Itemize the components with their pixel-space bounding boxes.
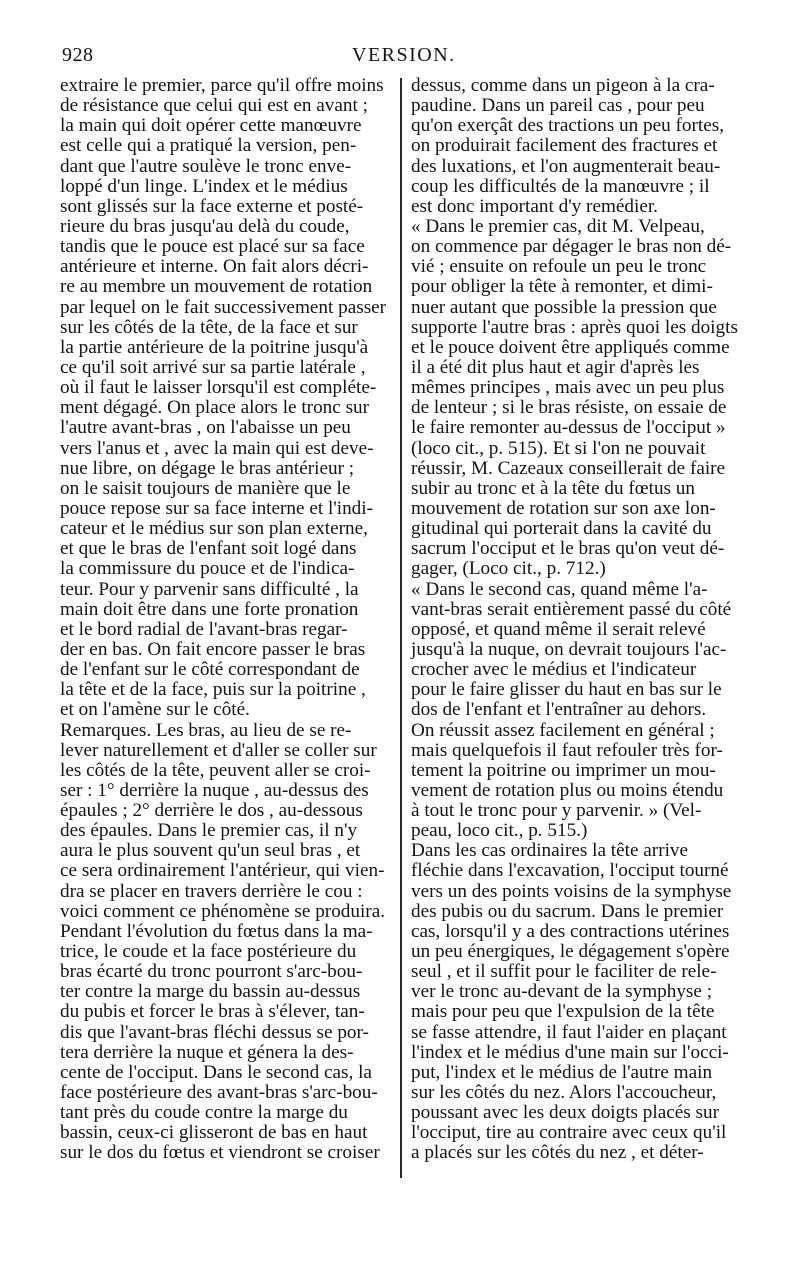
- text-line: face postérieure des avant-bras s'arc-bou-: [60, 1082, 378, 1104]
- text-line: vement de rotation plus ou moins étendu: [411, 779, 724, 801]
- text-line: dant que l'autre soulève le tronc enve-: [60, 155, 352, 177]
- text-line: Dans les cas ordinaires la tête arrive: [411, 840, 689, 862]
- text-line: cateur et le médius sur son plan externe,: [60, 518, 368, 540]
- text-line: du pubis et forcer le bras à s'élever, tan-: [60, 1001, 365, 1023]
- text-line: de résistance que celui qui est en avant ;: [60, 95, 368, 117]
- text-line: et le pouce doivent être appliqués comme: [411, 336, 730, 358]
- text-line: Remarques. Les bras, au lieu de se re-: [60, 719, 352, 741]
- text-line: l'index et le médius d'une main sur l'occi-: [411, 1041, 729, 1063]
- text-line: gitudinal qui porterait dans la cavité du: [411, 518, 712, 540]
- running-title: VERSION.: [352, 44, 456, 66]
- text-line: tera derrière la nuque et génera la des-: [60, 1041, 354, 1063]
- text-line: et que le bras de l'enfant soit logé dans: [60, 538, 357, 560]
- text-line: vié ; ensuite on refoule un peu le tronc: [411, 256, 707, 278]
- page-number: 928: [62, 44, 94, 66]
- text-line: des pubis ou du sacrum. Dans le premier: [411, 900, 724, 922]
- text-line: dra se placer en travers derrière le cou :: [60, 880, 363, 902]
- text-line: paudine. Dans un pareil cas , pour peu: [411, 95, 705, 117]
- text-line: réussir, M. Cazeaux conseillerait de faire: [411, 457, 726, 479]
- text-line: et le bord radial de l'avant-bras regar-: [60, 618, 348, 640]
- text-line: vers un des points voisins de la symphyse: [411, 880, 732, 902]
- text-line: peau, loco cit., p. 515.): [411, 820, 588, 842]
- text-line: pour obliger la tête à remonter, et dimi-: [411, 276, 713, 298]
- text-line: coup les difficultés de la manœuvre ; il: [411, 175, 710, 197]
- text-line: est celle qui a pratiqué la version, pen-: [60, 135, 357, 157]
- text-line: gager, (Loco cit., p. 712.): [411, 558, 606, 580]
- text-line: Pendant l'évolution du fœtus dans la ma-: [60, 920, 373, 942]
- text-line: est donc important d'y remédier.: [411, 195, 658, 217]
- text-line: supporte l'autre bras : après quoi les doigts: [411, 316, 738, 338]
- text-line: (loco cit., p. 515). Et si l'on ne pouvait: [411, 437, 706, 459]
- text-line: jusqu'à la nuque, on devrait toujours l'ac-: [411, 638, 727, 660]
- text-line: der en bas. On fait encore passer le bras: [60, 638, 366, 660]
- text-line: de lenteur ; si le bras résiste, on essaie de: [411, 397, 727, 419]
- text-line: il a été dit plus haut et agir d'après les: [411, 356, 700, 378]
- text-line: sur les côtés de la tête, de la face et sur: [60, 316, 358, 338]
- text-line: dessus, comme dans un pigeon à la cra-: [411, 75, 715, 96]
- text-line: ter contre la marge du bassin au-dessus: [60, 981, 361, 1003]
- text-line: des luxations, et l'on augmenterait beau-: [411, 155, 721, 177]
- text-line: opposé, et quand même il serait relevé: [411, 618, 706, 640]
- text-line: l'autre avant-bras , on l'abaisse un peu: [60, 417, 351, 439]
- text-line: qu'on exerçât des tractions un peu fortes,: [411, 115, 725, 137]
- text-line: on produirait facilement des fractures et: [411, 135, 718, 157]
- text-line: les côtés de la tête, peuvent aller se croi-: [60, 759, 371, 781]
- text-line: ver le tronc au-devant de la symphyse ;: [411, 981, 713, 1003]
- text-line: fléchie dans l'excavation, l'occiput tourné: [411, 860, 729, 882]
- text-line: pour le faire glisser du haut en bas sur le: [411, 679, 722, 701]
- text-line: teur. Pour y parvenir sans difficulté , la: [60, 578, 359, 600]
- text-line: par lequel on le fait successivement passer: [60, 296, 387, 318]
- text-line: trice, le coude et la face postérieure du: [60, 941, 357, 963]
- text-line: la commissure du pouce et de l'indica-: [60, 558, 355, 580]
- text-line: lever naturellement et d'aller se coller sur: [60, 739, 377, 761]
- text-line: ser : 1° derrière la nuque , au-dessus des: [60, 779, 369, 801]
- text-line: a placés sur les côtés du nez , et déter-: [411, 1142, 704, 1164]
- text-line: « Dans le premier cas, dit M. Velpeau,: [411, 215, 705, 237]
- text-line: rieure du bras jusqu'au delà du coude,: [60, 215, 350, 237]
- text-line: nuer autant que possible la pression que: [411, 296, 717, 318]
- text-line: à tout le tronc pour y parvenir. » (Vel-: [411, 800, 702, 822]
- text-line: vant-bras serait entièrement passé du côté: [411, 598, 732, 620]
- text-line: vers l'anus et , avec la main qui est deve-: [60, 437, 374, 459]
- text-line: la main qui doit opérer cette manœuvre: [60, 115, 362, 137]
- right-text-column: [411, 76, 745, 1164]
- text-line: sont glissés sur la face externe et posté-: [60, 195, 364, 217]
- text-line: bras écarté du tronc pourront s'arc-bou-: [60, 961, 363, 983]
- text-line: un peu énergiques, le dégagement s'opère: [411, 941, 730, 963]
- text-line: on le saisit toujours de manière que le: [60, 477, 351, 499]
- text-line: subir au tronc et à la tête du fœtus un: [411, 477, 695, 499]
- text-line: sacrum l'occiput et le bras qu'on veut dé-: [411, 538, 725, 560]
- text-line: loppé d'un linge. L'index et le médius: [60, 175, 348, 197]
- text-line: mouvement de rotation sur son axe lon-: [411, 497, 716, 519]
- text-line: et on l'amène sur le côté.: [60, 699, 250, 721]
- text-line: tement la poitrine ou imprimer un mou-: [411, 759, 716, 781]
- text-line: mais quelquefois il faut refouler très for-: [411, 739, 723, 761]
- text-line: poussant avec les deux doigts placés sur: [411, 1102, 719, 1124]
- text-line: des épaules. Dans le premier cas, il n'y: [60, 820, 358, 842]
- text-line: ce sera ordinairement l'antérieur, qui vien-: [60, 860, 385, 882]
- text-line: la partie antérieure de la poitrine jusqu'à: [60, 336, 369, 358]
- left-text-column: [60, 76, 394, 1164]
- text-line: l'occiput, tire au contraire avec ceux qu'il: [411, 1122, 727, 1144]
- text-line: cas, lorsqu'il y a des contractions utérines: [411, 920, 730, 942]
- text-line: nue libre, on dégage le bras antérieur ;: [60, 457, 355, 479]
- text-line: tandis que le pouce est placé sur sa face: [60, 236, 365, 258]
- text-line: dis que l'avant-bras fléchi dessus se por-: [60, 1021, 369, 1043]
- text-line: où il faut le laisser lorsqu'il est compléte-: [60, 377, 377, 399]
- text-line: crocher avec le médius et l'indicateur: [411, 659, 697, 681]
- page-header: [0, 44, 800, 74]
- text-line: épaules ; 2° derrière le dos , au-dessous: [60, 800, 363, 822]
- text-line: bassin, ceux-ci glisseront de bas en haut: [60, 1122, 368, 1144]
- text-line: on commence par dégager le bras non dé-: [411, 236, 732, 258]
- text-line: aura le plus souvent qu'un seul bras , et: [60, 840, 361, 862]
- text-line: On réussit assez facilement en général ;: [411, 719, 715, 741]
- text-line: « Dans le second cas, quand même l'a-: [411, 578, 708, 600]
- text-line: extraire le premier, parce qu'il offre moins: [60, 75, 384, 96]
- text-line: se fasse attendre, il faut l'aider en plaçant: [411, 1021, 727, 1043]
- text-line: voici comment ce phénomène se produira.: [60, 900, 386, 922]
- text-line: main doit être dans une forte pronation: [60, 598, 359, 620]
- text-line: cente de l'occiput. Dans le second cas, la: [60, 1061, 372, 1083]
- text-line: le faire remonter au-dessus de l'occiput »: [411, 417, 726, 439]
- text-line: la tête et de la face, puis sur la poitrine ,: [60, 679, 366, 701]
- text-line: put, l'index et le médius de l'autre main: [411, 1061, 713, 1083]
- text-line: antérieure et interne. On fait alors décri-: [60, 256, 369, 278]
- text-line: pouce repose sur sa face interne et l'indi-: [60, 497, 373, 519]
- text-line: re au membre un mouvement de rotation: [60, 276, 373, 298]
- text-line: sur le dos du fœtus et viendront se croiser: [60, 1142, 380, 1164]
- text-line: ce qu'il soit arrivé sur sa partie latérale ,: [60, 356, 366, 378]
- text-line: dos de l'enfant et l'entraîner au dehors.: [411, 699, 707, 721]
- text-line: ment dégagé. On place alors le tronc sur: [60, 397, 370, 419]
- text-line: mais pour peu que l'expulsion de la tête: [411, 1001, 715, 1023]
- text-line: seul , et il suffit pour le faciliter de rele-: [411, 961, 717, 983]
- text-line: mêmes principes , mais avec un peu plus: [411, 377, 725, 399]
- text-line: tant près du coude contre la marge du: [60, 1102, 348, 1124]
- text-line: sur les côtés du nez. Alors l'accoucheur,: [411, 1082, 717, 1104]
- column-divider: [400, 78, 402, 1178]
- text-line: de l'enfant sur le côté correspondant de: [60, 659, 360, 681]
